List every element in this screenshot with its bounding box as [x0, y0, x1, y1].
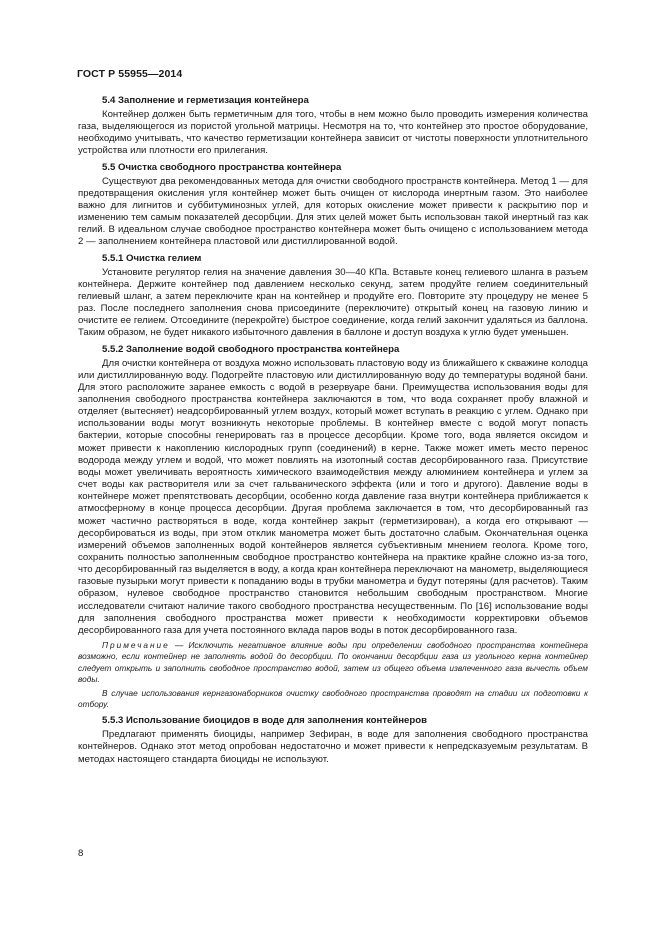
- section-heading-5-4: 5.4 Заполнение и герметизация контейнера: [102, 95, 309, 106]
- document-header: ГОСТ Р 55955—2014: [77, 68, 183, 80]
- note-label: Примечание: [102, 640, 170, 651]
- note-text: — Исключить негативное влияние воды при определении свободного пространства контейнера возможно, если контейнер не заполнять водой до десорбции. По окончании десорбции газа из угольного керна контейнер следует открыть и заполнить свободное пространство водой, затем из общего объема извлеченного газа вычесть объем воды.: [78, 640, 588, 684]
- document-body: [78, 94, 588, 769]
- paragraph-5-5-1: Установите регулятор гелия на значение давления 30—40 КПа. Вставьте конец гелиевого шланга в разъем контейнера. Держите контейнер под давлением несколько секунд, затем продуйте гелием соединительный гелиевый шланг, а затем переключите кран на контейнер и продуйте его. Повторите эту процедуру не менее 5 раз. После последнего заполнения снова присоедините (переключите) открытый конец на газовую линию и очистите ее гелием. Отсоедините (перекройте) быстрое соединение, когда гелий закончит удаляться из баллона. Таким образом, не будет никакого избыточного давления в баллоне и доступ воздуха к углю будет уменьшен.: [78, 266, 588, 339]
- note-paragraph: [78, 640, 588, 685]
- section-heading-5-5-1: 5.5.1 Очистка гелием: [102, 252, 202, 264]
- note-paragraph-2: В случае использования кернгазонаборников очистку свободного пространства проводят на стадии их подготовки к отбору.: [78, 687, 588, 710]
- paragraph-5-5-2: Для очистки контейнера от воздуха можно использовать пластовую воду из ближайшего к скважине колодца или дистиллированную воду. Подогрейте пластовую или дистиллированную воду до температуры водяной бани. Для этого расположите заранее емкость с водой в резервуаре бани. Преимущества использования воды для заполнения свободного пространства контейнера заключаются в том, что вода сохраняет пробу влажной и отделяет (вытесняет) неадсорбированный углем воздух, который может вступать в реакцию с углем. Однако при использовании воды могут возникнуть некоторые проблемы. В контейнер вместе с водой могут попасть бактерии, которые способны генерировать газ в процессе десорбции. Кроме того, вода является оксидом и может привести к накоплению кислородных групп (соединений) в керне. Также может иметь место перенос водорода между углем и водой, что может повлиять на изотопный состав десорбированного газа. Присутствие воды может увеличивать вероятность химического взаимодействия между алюминием контейнера и углем за счет воды как растворителя или за счет гальванического эффекта (или и того и другого). Давление воды в контейнере может препятствовать десорбции, особенно когда давление газа внутри контейнера приближается к атмосферному в конце процесса десорбции. Другая проблема заключается в том, что десорбированный газ может частично растворяться в воде, когда контейнер закрыт (герметизирован), а когда его открывают — десорбироваться из воды, при этом отклик манометра может быть достаточно слабым. Окончательная оценка измерений объемов заполненных водой контейнеров является субъективным мнением геолога. Кроме того, сохранить полностью заполненным свободное пространство контейнера на практике крайне сложно из-за того, что десорбированный газ выделяется в воду, а когда кран контейнера переключают на манометр, выделяющиеся газовые пузырьки могут привести к попаданию воды в трубки манометра и будут потеряны (для расчетов). Таким образом, нулевое свободное пространство становится небольшим свободным пространством. Многие исследователи считают наличие такого свободного пространства несущественным. По [16] использование воды для заполнения свободного пространства может привести к необходимости корректировки объемов десорбированного газа для учета постоянного вклада паров воды в поток десорбированного газа.: [78, 357, 588, 636]
- paragraph-5-4: Контейнер должен быть герметичным для того, чтобы в нем можно было проводить измерения количества газа, выделяющегося из пористой угольной матрицы. Несмотря на то, что контейнер это простое оборудование, необходимо учитывать, что качество герметизации контейнера зависит от чистоты поверхности уплотнительного устройства или плотности его прилегания.: [78, 109, 588, 157]
- section-heading-5-5-3: 5.5.3 Использование биоцидов в воде для заполнения контейнеров: [102, 715, 428, 727]
- page-number: 8: [78, 848, 84, 859]
- paragraph-5-5-3: Предлагают применять биоциды, например Зефиран, в воде для заполнения свободного пространства контейнеров. Однако этот метод опробован недостаточно и может привести к непредсказуемым результатам. В методах настоящего стандарта биоциды не используют.: [78, 729, 588, 765]
- paragraph-5-5: Существуют два рекомендованных метода для очистки свободного пространств контейнера. Метод 1 — для предотвращения окисления угля контейнер может быть очищен от кислорода инертным газом. Это наиболее важно для лигнитов и суббитуминозных углей, для которых окисление может привести к раскрытию пор и изменению тем самым показателей десорбции. Для этих целей может быть использован такой инертный газ как гелий. В идеальном случае свободное пространство контейнера может быть очищено с использованием метода 2 — заполнением контейнера пластовой или дистиллированной водой.: [78, 175, 588, 248]
- section-heading-5-5: 5.5 Очистка свободного пространства контейнера: [102, 161, 342, 173]
- section-heading-5-5-2: 5.5.2 Заполнение водой свободного пространства контейнера: [102, 343, 400, 355]
